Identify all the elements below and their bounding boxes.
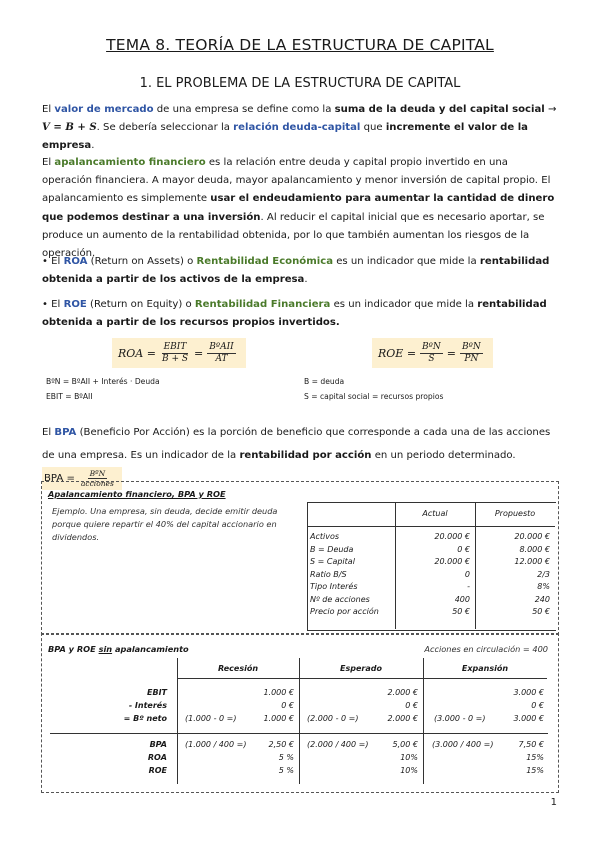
calc-cell: (3.000 / 400 =) <box>432 740 494 749</box>
paragraph-market-value: El valor de mercado de una empresa se define como la suma de la deuda y del capital social → V = B + S. Se debería seleccionar la relación deuda-capital que incremente el valor de la empresa. <box>42 104 557 152</box>
roa-formula: ROA = $\frac{\text{EBIT}}{B + S}$ = $\frac{\text{BºAII}}{AT}$ <box>112 338 246 368</box>
value-cell: 5 % <box>278 753 294 762</box>
table-row: Tipo Interés - 8% <box>310 582 550 591</box>
value-cell: 15% <box>526 753 544 762</box>
calc-cell: (1.000 - 0 =) <box>185 714 237 723</box>
page-title: TEMA 8. TEORÍA DE LA ESTRUCTURA DE CAPITAL <box>106 36 494 54</box>
example-box-leverage <box>41 481 559 635</box>
note-ebit: EBIT = BºAII <box>46 392 93 401</box>
table-row: Activos 20.000 € 20.000 € <box>310 532 550 541</box>
row-label-roa: ROA <box>147 753 167 762</box>
value-cell: 7,50 € <box>518 740 544 749</box>
value-cell: 5 % <box>278 766 294 775</box>
roe-formula: ROE = $\frac{\text{BºN}}{S}$ = $\frac{\text{BºN}}{PN}$ <box>372 338 493 368</box>
value-cell: 3.000 € <box>513 688 544 697</box>
value-cell: 2,50 € <box>268 740 294 749</box>
value-cell: 10% <box>400 753 418 762</box>
table-divider <box>299 658 300 784</box>
example-text: Ejemplo. Una empresa, sin deuda, decide emitir deuda porque quiere repartir el 40% del capital accionario en dividendos. <box>52 506 278 542</box>
table-section-rule <box>50 733 548 734</box>
value-cell: 0 € <box>531 701 544 710</box>
value-cell: 10% <box>400 766 418 775</box>
note-bn: BºN = BºAII + Interés · Deuda <box>46 377 160 386</box>
row-label-roe: ROE <box>148 766 167 775</box>
column-header-propuesto: Propuesto <box>494 509 536 518</box>
calc-cell: (2.000 - 0 =) <box>307 714 359 723</box>
value-cell: 15% <box>526 766 544 775</box>
row-label-interes: - Interés <box>128 701 167 710</box>
column-header-recesion: Recesión <box>217 664 259 673</box>
value-cell: 3.000 € <box>513 714 544 723</box>
table-divider <box>423 658 424 784</box>
value-cell: 5,00 € <box>392 740 418 749</box>
calc-cell: (2.000 / 400 =) <box>307 740 369 749</box>
value-cell: 1.000 € <box>263 714 294 723</box>
note-b: B = deuda <box>304 377 345 386</box>
table-header-rule <box>307 526 555 527</box>
page-number: 1 <box>550 797 557 808</box>
box-heading: BPA y ROE sin apalancamiento <box>48 644 189 654</box>
paragraph-bpa: El BPA (Beneficio Por Acción) es la porción de beneficio que corresponde a cada una de las acciones de una empresa. Es un indicador de la rentabilidad por acción en un periodo determinado. BPA = $\frac{\text{BºN}}{\text{acciones}}$ <box>42 427 551 488</box>
calc-cell: (3.000 - 0 =) <box>434 714 486 723</box>
column-header-esperado: Esperado <box>340 664 382 673</box>
column-header-expansion: Expansión <box>461 664 509 673</box>
table-row: B = Deuda 0 € 8.000 € <box>310 544 550 554</box>
example-box-no-leverage <box>41 633 559 793</box>
table-row: S = Capital 20.000 € 12.000 € <box>310 557 550 566</box>
value-cell: 2.000 € <box>387 688 418 697</box>
value-cell: 0 € <box>405 701 418 710</box>
bullet-roe: • El ROE (Return on Equity) o Rentabilidad Financiera es un indicador que mide la rentabilidad obtenida a partir de los recursos propios invertidos. <box>42 299 547 329</box>
table-row: Ratio B/S 0 2/3 <box>310 569 550 579</box>
table-divider <box>177 658 178 784</box>
bpa-formula: BPA = $\frac{\text{BºN}}{\text{acciones}}$ <box>42 467 122 490</box>
paragraph-leverage: El apalancamiento financiero es la relación entre deuda y capital propio invertido en una operación financiera. A mayor deuda, mayor apalancamiento y menor inversión de capital propio. El apalancamiento es simplemente usar el endeudamiento para aumentar la cantidad de dinero que podemos destinar a una inversión. Al reducir el capital inicial que es necesario aportar, se produce un aumento de la rentabilidad obtenida, por lo que también aumentan los riesgos de la operación. <box>42 157 555 260</box>
table-row: Precio por acción 50 € 50 € <box>310 607 550 616</box>
table-row: Nº de acciones 400 240 <box>310 594 550 604</box>
financial-table-body <box>310 532 556 620</box>
note-s: S = capital social = recursos propios <box>304 392 444 401</box>
box-heading: Apalancamiento financiero, BPA y ROE <box>48 489 226 499</box>
section-heading: 1. EL PROBLEMA DE LA ESTRUCTURA DE CAPITAL <box>139 76 461 91</box>
value-cell: 1.000 € <box>263 688 294 697</box>
column-header-actual: Actual <box>422 509 448 518</box>
bullet-roa: • El ROA (Return on Assets) o Rentabilidad Económica es un indicador que mide la rentabilidad obtenida a partir de los activos de la empresa. <box>42 256 550 286</box>
value-cell: 2.000 € <box>387 714 418 723</box>
shares-outstanding: Acciones en circulación = 400 <box>424 644 548 654</box>
value-cell: 0 € <box>281 701 294 710</box>
row-label-ebit: EBIT <box>147 688 167 697</box>
row-label-bneto: = Bº neto <box>123 714 167 723</box>
row-label-bpa: BPA <box>149 740 167 749</box>
calc-cell: (1.000 / 400 =) <box>185 740 247 749</box>
table-header-rule <box>177 678 547 679</box>
